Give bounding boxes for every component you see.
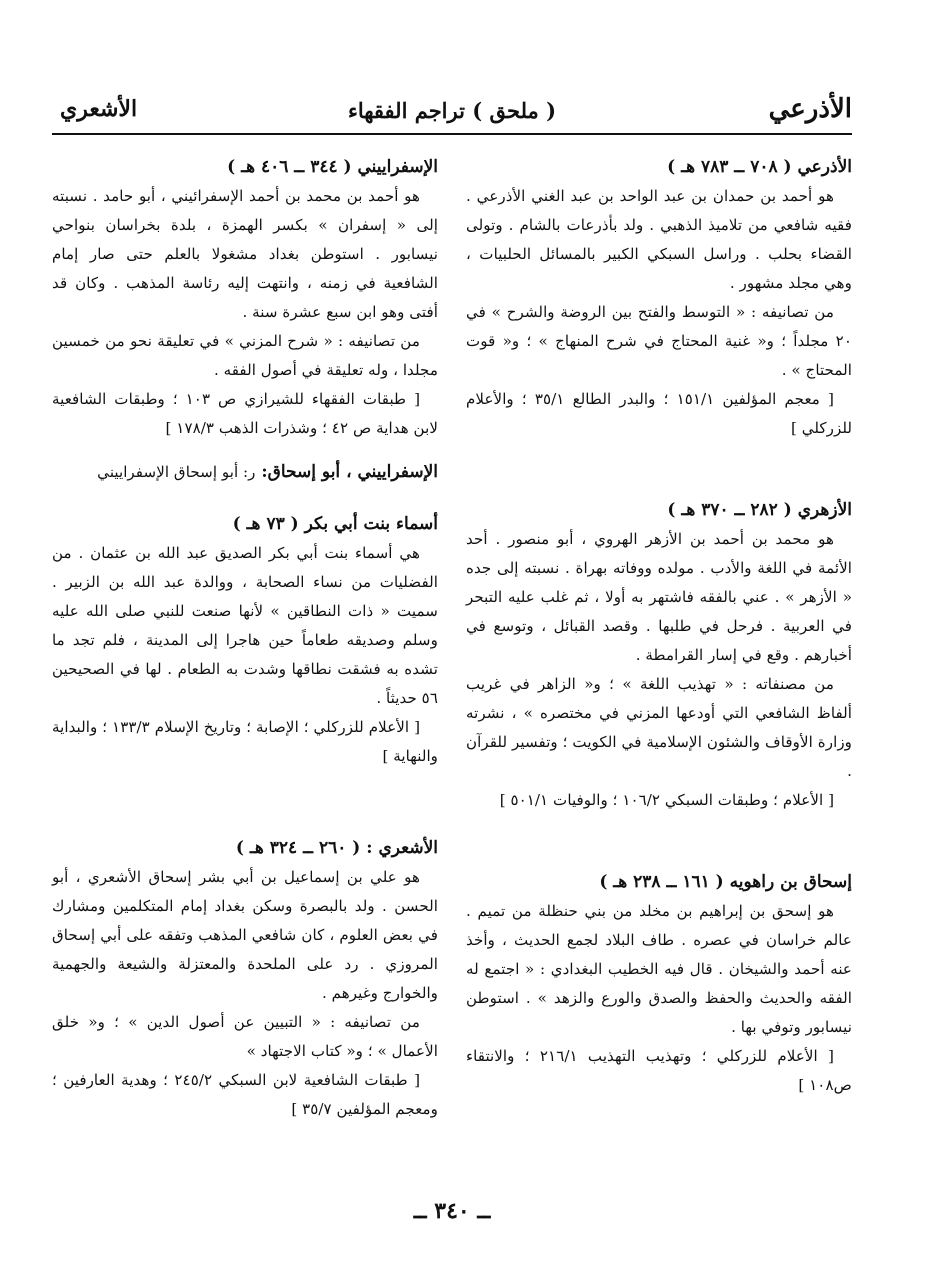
entry-title: الإسفراييني ، أبو إسحاق: — [261, 462, 438, 482]
right-column — [466, 152, 852, 1100]
entry-paragraph: من تصانيفه : « التبيين عن أصول الدين » ؛ و« خلق الأعمال » ؛ و« كتاب الاجتهاد » — [52, 1013, 438, 1060]
entry-title: إسحاق بن راهويه ( ١٦١ ــ ٢٣٨ هـ ) — [599, 872, 852, 892]
entry-paragraph: هو محمد بن أحمد بن الأزهر الهروي ، أبو منصور . أحد الأئمة في اللغة والأدب . مولده ووفاته بهراة . نسبته إلى جده « الأزهر » . عني بالفقه فاشتهر به أولا ، ثم غلب عليه التبحر في العربية . فرحل في طلبها . وقصد القبائل ، وتوسع في أخبارهم . وقع في إسار القرامطة . — [466, 530, 852, 664]
entry-title: أسماء بنت أبي بكر ( ٧٣ هـ ) — [232, 514, 438, 534]
cross-reference: ر: أبو إسحاق الإسفراييني — [97, 463, 256, 481]
entry-paragraph: هو أحمد بن محمد بن أحمد الإسفرائيني ، أبو حامد . نسبته إلى « إسفران » بكسر الهمزة ، بلدة بخراسان بنواحي نيسابور . استوطن بغداد مشغولا بالعلم حتى صار إمام الشافعية في زمنه ، وانتهت إليه رئاسة المذهب . وكان قد أفتى وهو ابن سبع عشرة سنة . — [52, 187, 438, 321]
entry-references: [ الأعلام للزركلي ؛ وتهذيب التهذيب ٢١٦/١ ؛ والانتقاء ص١٠٨ ] — [466, 1047, 852, 1094]
entry-references: [ الأعلام ؛ وطبقات السبكي ١٠٦/٢ ؛ والوفيات ٥٠١/١ ] — [499, 791, 834, 809]
entry-title: الأذرعي ( ٧٠٨ ــ ٧٨٣ هـ ) — [667, 157, 852, 177]
entry-references: [ الأعلام للزركلي ؛ الإصابة ؛ وتاريخ الإسلام ١٣٣/٣ ؛ والبداية والنهاية ] — [52, 718, 438, 765]
entry-title: الإسفراييني ( ٣٤٤ ــ ٤٠٦ هـ ) — [227, 157, 438, 177]
entry-paragraph: هي أسماء بنت أبي بكر الصديق عبد الله بن عثمان . من الفضليات من نساء الصحابة ، ووالدة عبد الله بن الزبير . سميت « ذات النطاقين » لأنها صنعت للنبي صلى الله عليه وسلم وصديقه طعاماً حين هاجرا إلى المدينة ، فلم تجد ما تشده به فشقت نطاقها وشدت به الطعام . لها في الصحيحين ٥٦ حديثاً . — [52, 544, 438, 707]
entry-ashari — [52, 833, 438, 1124]
entry-references: [ طبقات الفقهاء للشيرازي ص ١٠٣ ؛ وطبقات الشافعية لابن هداية ص ٤٢ ؛ وشذرات الذهب ١٧٨/٣ ] — [52, 390, 438, 437]
entry-references: [ معجم المؤلفين ١٥١/١ ؛ والبدر الطالع ٣٥/١ ؛ والأعلام للزركلي ] — [466, 390, 852, 437]
entry-paragraph: من تصانيفه : « التوسط والفتح بين الروضة والشرح » في ٢٠ مجلداً ؛ و« غنية المحتاج في شرح المنهاج » ؛ و« قوت المحتاج » . — [466, 303, 852, 379]
entry-paragraph: من مصنفاته : « تهذيب اللغة » ؛ و« الزاهر في غريب ألفاظ الشافعي التي أودعها المزني في مختصره » ، نشرته وزارة الأوقاف والشئون الإسلامية في الكويت ؛ وتفسير للقرآن . — [466, 675, 852, 780]
running-header — [52, 88, 852, 128]
crossref-line — [52, 457, 438, 487]
entry-paragraph: هو علي بن إسماعيل بن أبي بشر إسحاق الأشعري ، أبو الحسن . ولد بالبصرة وسكن بغداد إمام المتكلمين ومشارك في بعض العلوم ، كان شافعي المذهب وتفقه على أبي إسحاق المروزي . رد على الملحدة والمعتزلة والشيعة والجهمية والخوارج وغيرهم . — [52, 868, 438, 1002]
entry-isfarayini-cross-reference — [52, 457, 438, 487]
entry-paragraph: هو إسحق بن إبراهيم بن مخلد من بني حنظلة من تميم . عالم خراسان في عصره . طاف البلاد لجمع الحديث ، وأخذ عنه أحمد والشيخان . قال فيه الخطيب البغدادي : « اجتمع له الفقه والحديث والحفظ والصدق والورع والزهد » . استوطن نيسابور وتوفي بها . — [466, 902, 852, 1036]
document-page — [52, 88, 852, 1268]
entry-isfarayini — [52, 152, 438, 443]
header-left-title: الأشعري — [60, 96, 138, 122]
entry-references: [ طبقات الشافعية لابن السبكي ٢٤٥/٢ ؛ وهدية العارفين ؛ ومعجم المؤلفين ٣٥/٧ ] — [52, 1071, 438, 1118]
entry-adhraai — [466, 152, 852, 443]
entry-paragraph: من تصانيفه : « شرح المزني » في تعليقة نحو من خمسين مجلدا ، وله تعليقة في أصول الفقه . — [52, 332, 438, 379]
header-rule — [52, 133, 852, 135]
entry-azhari — [466, 495, 852, 815]
header-center-title: ( ملحق ) تراجم الفقهاء — [347, 98, 557, 123]
entry-ishaq-rahawayh — [466, 867, 852, 1100]
page-number: ــ ٣٤٠ ــ — [413, 1198, 491, 1224]
entry-title: الأشعري : ( ٢٦٠ ــ ٣٢٤ هـ ) — [235, 838, 438, 858]
header-right-title: الأذرعي — [768, 94, 852, 124]
entry-paragraph: هو أحمد بن حمدان بن عبد الواحد بن عبد الغني الأذرعي . فقيه شافعي من تلاميذ الذهبي . ولد بأذرعات بالشام . وتولى القضاء بحلب . وراسل السبكي الكبير بالمسائل الحلبيات ، وهي مجلد مشهور . — [466, 187, 852, 292]
entry-title: الأزهري ( ٢٨٢ ــ ٣٧٠ هـ ) — [667, 500, 852, 520]
left-column — [52, 152, 438, 1124]
entry-asma-bint-abi-bakr — [52, 509, 438, 771]
